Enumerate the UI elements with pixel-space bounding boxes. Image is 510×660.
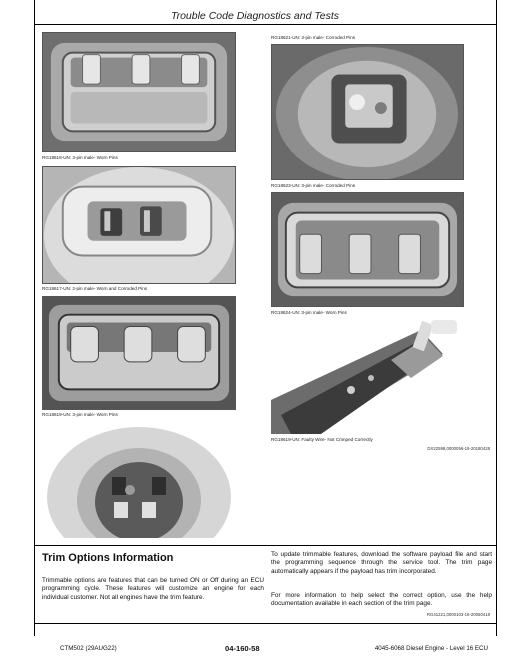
caption-photo-3: RG18619-UN: 3-pin male- Worn Pins	[42, 412, 118, 417]
photo-2pin-worn-corroded	[42, 166, 236, 284]
photo-3pin-corroded-a	[271, 44, 464, 180]
header-rule	[34, 24, 497, 25]
footer-page-number: 04-160-58	[225, 644, 260, 653]
page-title: Trouble Code Diagnostics and Tests	[170, 10, 340, 22]
footer-right: 4045-6068 Diesel Engine - Level 16 ECU	[374, 645, 488, 652]
trim-doc-id: RG41221,0000103-19-20060418	[426, 612, 490, 617]
caption-photo-5: RG18623-UN: 3-pin male- Corroded Pins	[271, 183, 355, 188]
caption-photo-1: RG18618-UN: 3-pin male- Worn Pins	[42, 155, 118, 160]
trim-right-paragraph-2: For more information to help select the correct option, use the help documentation available in each section of the trim page.	[271, 592, 492, 608]
trim-right-paragraph-1: To update trimmable features, download the software payload file and start the programming sequence through the service tool. The trim page automatically appears if the payload has trim incorporated.	[271, 551, 492, 575]
caption-photo-6: RG18624-UN: 3-pin male- Worn Pins	[271, 310, 347, 315]
trim-section-title: Trim Options Information	[42, 552, 174, 564]
trim-left-paragraph: Trimmable options are features that can be turned ON or Off during an ECU programming cycle. These features will customize an engine for each individual customer. Not all engines have the trim feature.	[42, 577, 264, 601]
bottom-rule	[34, 623, 497, 624]
figures-doc-id: DX22598,0000056-19-20180428	[427, 446, 490, 451]
frame-left	[34, 0, 35, 636]
caption-photo-2: RG18617-UN: 2-pin male- Worn and Corroded Pins	[42, 286, 148, 291]
section-rule	[34, 545, 497, 546]
frame-right	[496, 0, 497, 636]
caption-photo-4: RG18621-UN: 3-pin male- Corroded Pins	[271, 35, 355, 40]
photo-3pin-worn-pins	[42, 32, 236, 152]
footer-left: CTM502 (29AUG22)	[60, 645, 117, 652]
caption-photo-7: RG18619-UN: Faulty Wire- Not Crimped Correctly	[271, 437, 373, 442]
photo-faulty-wire	[271, 320, 464, 434]
photo-3pin-corroded-b	[271, 192, 464, 307]
photo-3pin-worn-pins-b	[42, 296, 236, 410]
photo-corroded-socket	[42, 422, 236, 538]
